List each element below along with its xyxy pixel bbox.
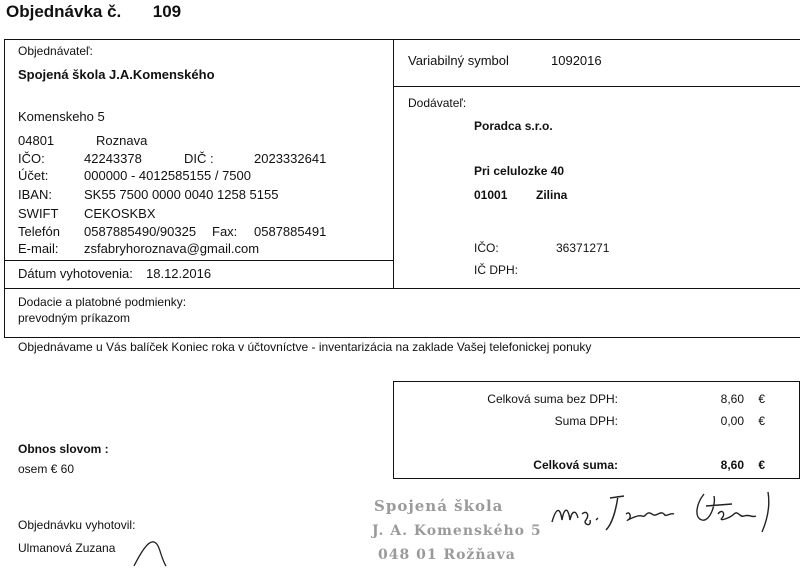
frame-middle [393,39,394,288]
orderer-fax-label: Fax: [212,224,238,239]
issuer-signature-image [130,536,170,568]
totals-vat-value: 0,00 [720,414,744,428]
totals-vat-currency: € [758,414,765,428]
orderer-fax: 0587885491 [254,224,327,239]
orderer-iban-label: IBAN: [18,187,52,202]
orderer-phone: 0587885490/90325 [84,224,197,239]
orderer-email-label: E-mail: [18,241,59,256]
totals-net-currency: € [758,392,765,406]
words-value: osem € 60 [18,462,75,476]
vs-divider [393,86,800,87]
orderer-ico-label: IČO: [18,151,45,166]
totals-net-value: 8,60 [720,392,744,406]
orderer-account-label: Účet: [18,168,49,183]
orderer-name: Spojená škola J.A.Komenského [18,67,215,82]
orderer-swift-label: SWIFT [18,206,59,221]
order-text: Objednávame u Vás balíček Koniec roka v účtovníctve - inventarizácia na zaklade Vašej telefonickej ponuky [18,340,592,354]
orderer-city: Roznava [96,133,148,148]
date-label: Dátum vyhotovenia: [18,266,133,281]
order-title [6,2,181,22]
orderer-label: Objednávateľ: [18,44,93,58]
date-value: 18.12.2016 [146,266,212,281]
orderer-account: 000000 - 4012585155 / 7500 [84,168,251,183]
supplier-ico: 36371271 [556,241,610,255]
order-title-label: Objednávka č. [6,2,122,21]
issuer-name: Ulmanová Zuzana [18,541,116,555]
orderer-dic-label: DIČ : [184,151,214,166]
terms-label: Dodacie a platobné podmienky: [18,295,187,309]
supplier-street: Pri celulozke 40 [474,164,565,178]
totals-net-label: Celková suma bez DPH: [487,392,618,406]
stamp-line-3: 048 01 Rožňava [378,547,516,563]
orderer-street: Komenskeho 5 [18,109,105,124]
orderer-email: zsfabryhoroznava@gmail.com [84,241,260,256]
issuer-label: Objednávku vyhotovil: [18,518,136,532]
supplier-city: Zilina [536,188,568,202]
supplier-icdph-label: IČ DPH: [474,263,519,277]
frame-left [4,39,5,338]
stamp-line-2: J. A. Komenského 5 [372,523,542,539]
terms-value: prevodným príkazom [18,311,131,325]
stamp-line-1: Spojená škola [374,497,504,515]
orderer-dic: 2023332641 [254,151,327,166]
frame-top [4,39,800,40]
order-divider [4,337,800,338]
variable-symbol-value: 1092016 [551,53,602,68]
supplier-name: Poradca s.r.o. [474,119,553,133]
words-label: Obnos slovom : [18,442,109,456]
totals-box [393,381,800,479]
supplier-zip: 01001 [474,188,508,202]
orderer-zip: 04801 [18,133,55,148]
supplier-ico-label: IČO: [474,241,499,255]
date-divider-top [4,260,393,261]
totals-gross-currency: € [758,458,765,472]
variable-symbol-label: Variabilný symbol [408,53,509,68]
orderer-swift: CEKOSKBX [84,206,156,221]
totals-vat-label: Suma DPH: [554,414,618,428]
orderer-phone-label: Telefón [18,224,60,239]
totals-gross-label: Celková suma: [533,458,618,472]
signature-image [546,484,796,544]
supplier-label: Dodávateľ: [408,96,467,110]
order-number: 109 [152,2,182,21]
orderer-ico: 42243378 [84,151,142,166]
orderer-iban: SK55 7500 0000 0040 1258 5155 [84,187,279,202]
terms-divider [4,288,800,289]
totals-gross-value: 8,60 [720,458,744,472]
